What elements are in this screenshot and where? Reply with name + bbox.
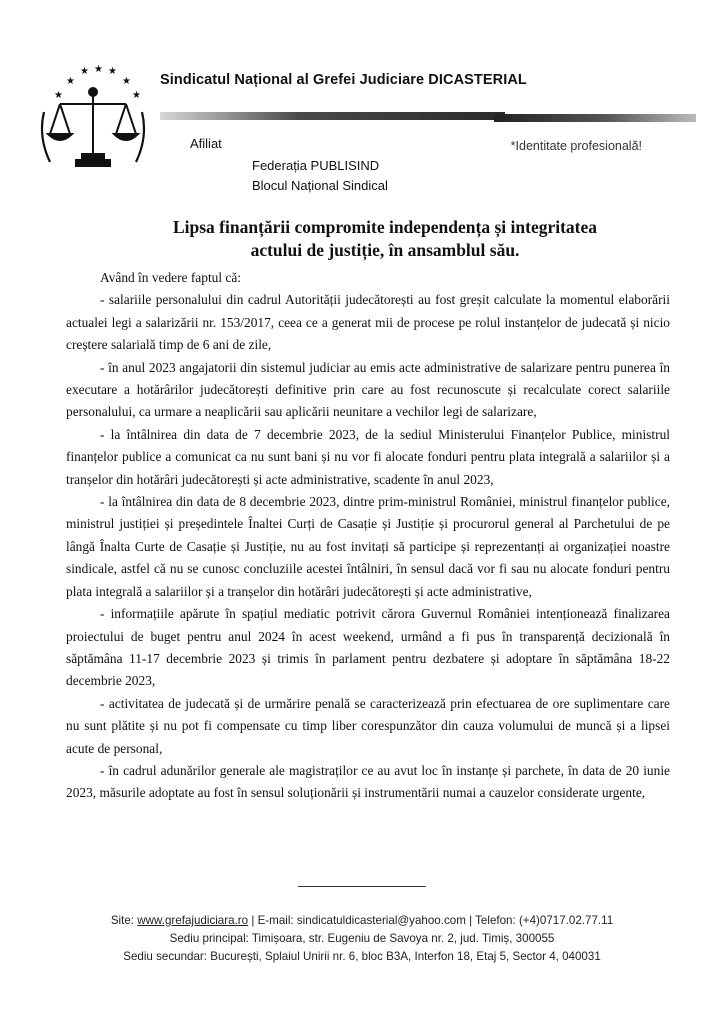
website-link[interactable]: www.grefajudiciara.ro xyxy=(137,914,249,927)
svg-text:★: ★ xyxy=(54,90,63,101)
document-body xyxy=(66,267,670,805)
identity-slogan: *Identitate profesională! xyxy=(510,139,642,153)
svg-text:★: ★ xyxy=(122,76,131,87)
document-title xyxy=(80,216,690,262)
title-line-2: actului de justiție, în ansamblul său. xyxy=(250,240,520,260)
list-item: - în cadrul adunărilor generale ale magistraților ce au avut loc în instanțe și parchete, în data de 20 iunie 2023, măsurile adoptate au fost în sensul soluționării și instrumentării numai a cauzelor considerate urgente, xyxy=(66,762,670,801)
list-item: - la întâlnirea din data de 8 decembrie 2023, dintre prim-ministrul României, ministrul finanțelor publice, ministrul justiției și președintele Înaltei Curți de Casație și Justiție și procurorul general al Parchetului de pe lângă Înalta Curte de Casație și Justiție, nu au fost invitați să participe și reprezentanți ai organizației noastre sindicale, astfel că nu se cunosc concluziile acestei întâlniri, în sensul dacă vor fi sau nu alocate fonduri pentru plata integrală a salariilor și a tranșelor din hotărâri judecătorești și acte administrative, xyxy=(66,494,670,599)
svg-text:★: ★ xyxy=(108,66,117,77)
header-rule-left xyxy=(160,112,505,120)
intro-paragraph: Având în vedere faptul că: xyxy=(100,270,242,285)
organization-name: Sindicatul Național al Grefei Judiciare DICASTERIAL xyxy=(160,72,527,88)
main-office: Sediu principal: Timișoara, str. Eugeniu de Savoya nr. 2, jud. Timiș, 300055 xyxy=(169,932,555,945)
list-item: - activitatea de judecată și de urmărire penală se caracterizează prin efectuarea de ore suplimentare care nu sunt plătite și nu pot fi compensate cu timp liber corespunzător din cauza volumului de muncă și a lipsei acute de personal, xyxy=(66,695,670,756)
svg-text:★: ★ xyxy=(132,90,141,101)
footer-divider xyxy=(298,886,426,887)
email-phone: | E-mail: sindicatuldicasterial@yahoo.com | Telefon: (+4)0717.02.77.11 xyxy=(251,914,614,927)
site-label: Site: xyxy=(110,914,135,927)
affiliated-label: Afiliat xyxy=(190,136,222,151)
svg-text:★: ★ xyxy=(94,64,103,75)
list-item: - în anul 2023 angajatorii din sistemul judiciar au emis acte administrative de salarizare pentru punerea în executare a hotărârilor judecătorești definitive prin care au fost recunoscute și recalculate corect salariile personalului, ca urmare a neaplicării sau aplicării neunitare a vechilor legi de salarizare, xyxy=(66,359,670,420)
header-rule-right xyxy=(494,114,696,122)
federation-name: Federația PUBLISIND xyxy=(252,158,380,173)
footer-contact-line xyxy=(30,912,694,930)
svg-text:★: ★ xyxy=(66,76,75,87)
list-item: - la întâlnirea din data de 7 decembrie 2023, de la sediul Ministerului Finanțelor Publice, ministrul finanțelor publice a comunicat ca nu sunt bani și nu vor fi alocate fonduri pentru plata integrală a salariilor și a tranșelor din hotărâri judecătorești și acte administrative, scadente în anul 2023, xyxy=(66,426,670,487)
secondary-office: Sediu secundar: București, Splaiul Unirii nr. 6, bloc B3A, Interfon 18, Etaj 5, Sector 4, 040031 xyxy=(123,950,601,963)
list-item: - salariile personalului din cadrul Autorității judecătorești au fost greșit calculate la momentul elaborării actualei legi a salarizării nr. 153/2017, ceea ce a generat mii de procese pe rolul instanțelor de judecată și nicio creștere salarială timp de 6 ani de zile, xyxy=(66,292,670,353)
title-line-1: Lipsa finanțării compromite independența și integritatea xyxy=(172,217,598,237)
list-item: - informațiile apărute în spațiul mediatic potrivit cărora Guvernul României intenționează finalizarea proiectului de buget pentru anul 2024 în acest weekend, urmând a fi pus în transparență decizională în săptămâna 11-17 decembrie 2023 și trimis în parlament pentru dezbatere și adoptare în săptămâna 18-22 decembrie 2023, xyxy=(66,606,670,689)
scales-of-justice-logo xyxy=(36,62,151,180)
svg-text:★: ★ xyxy=(80,66,89,77)
affiliations xyxy=(252,156,388,196)
footer-contact xyxy=(30,912,694,966)
bloc-name: Blocul Național Sindical xyxy=(252,178,388,193)
